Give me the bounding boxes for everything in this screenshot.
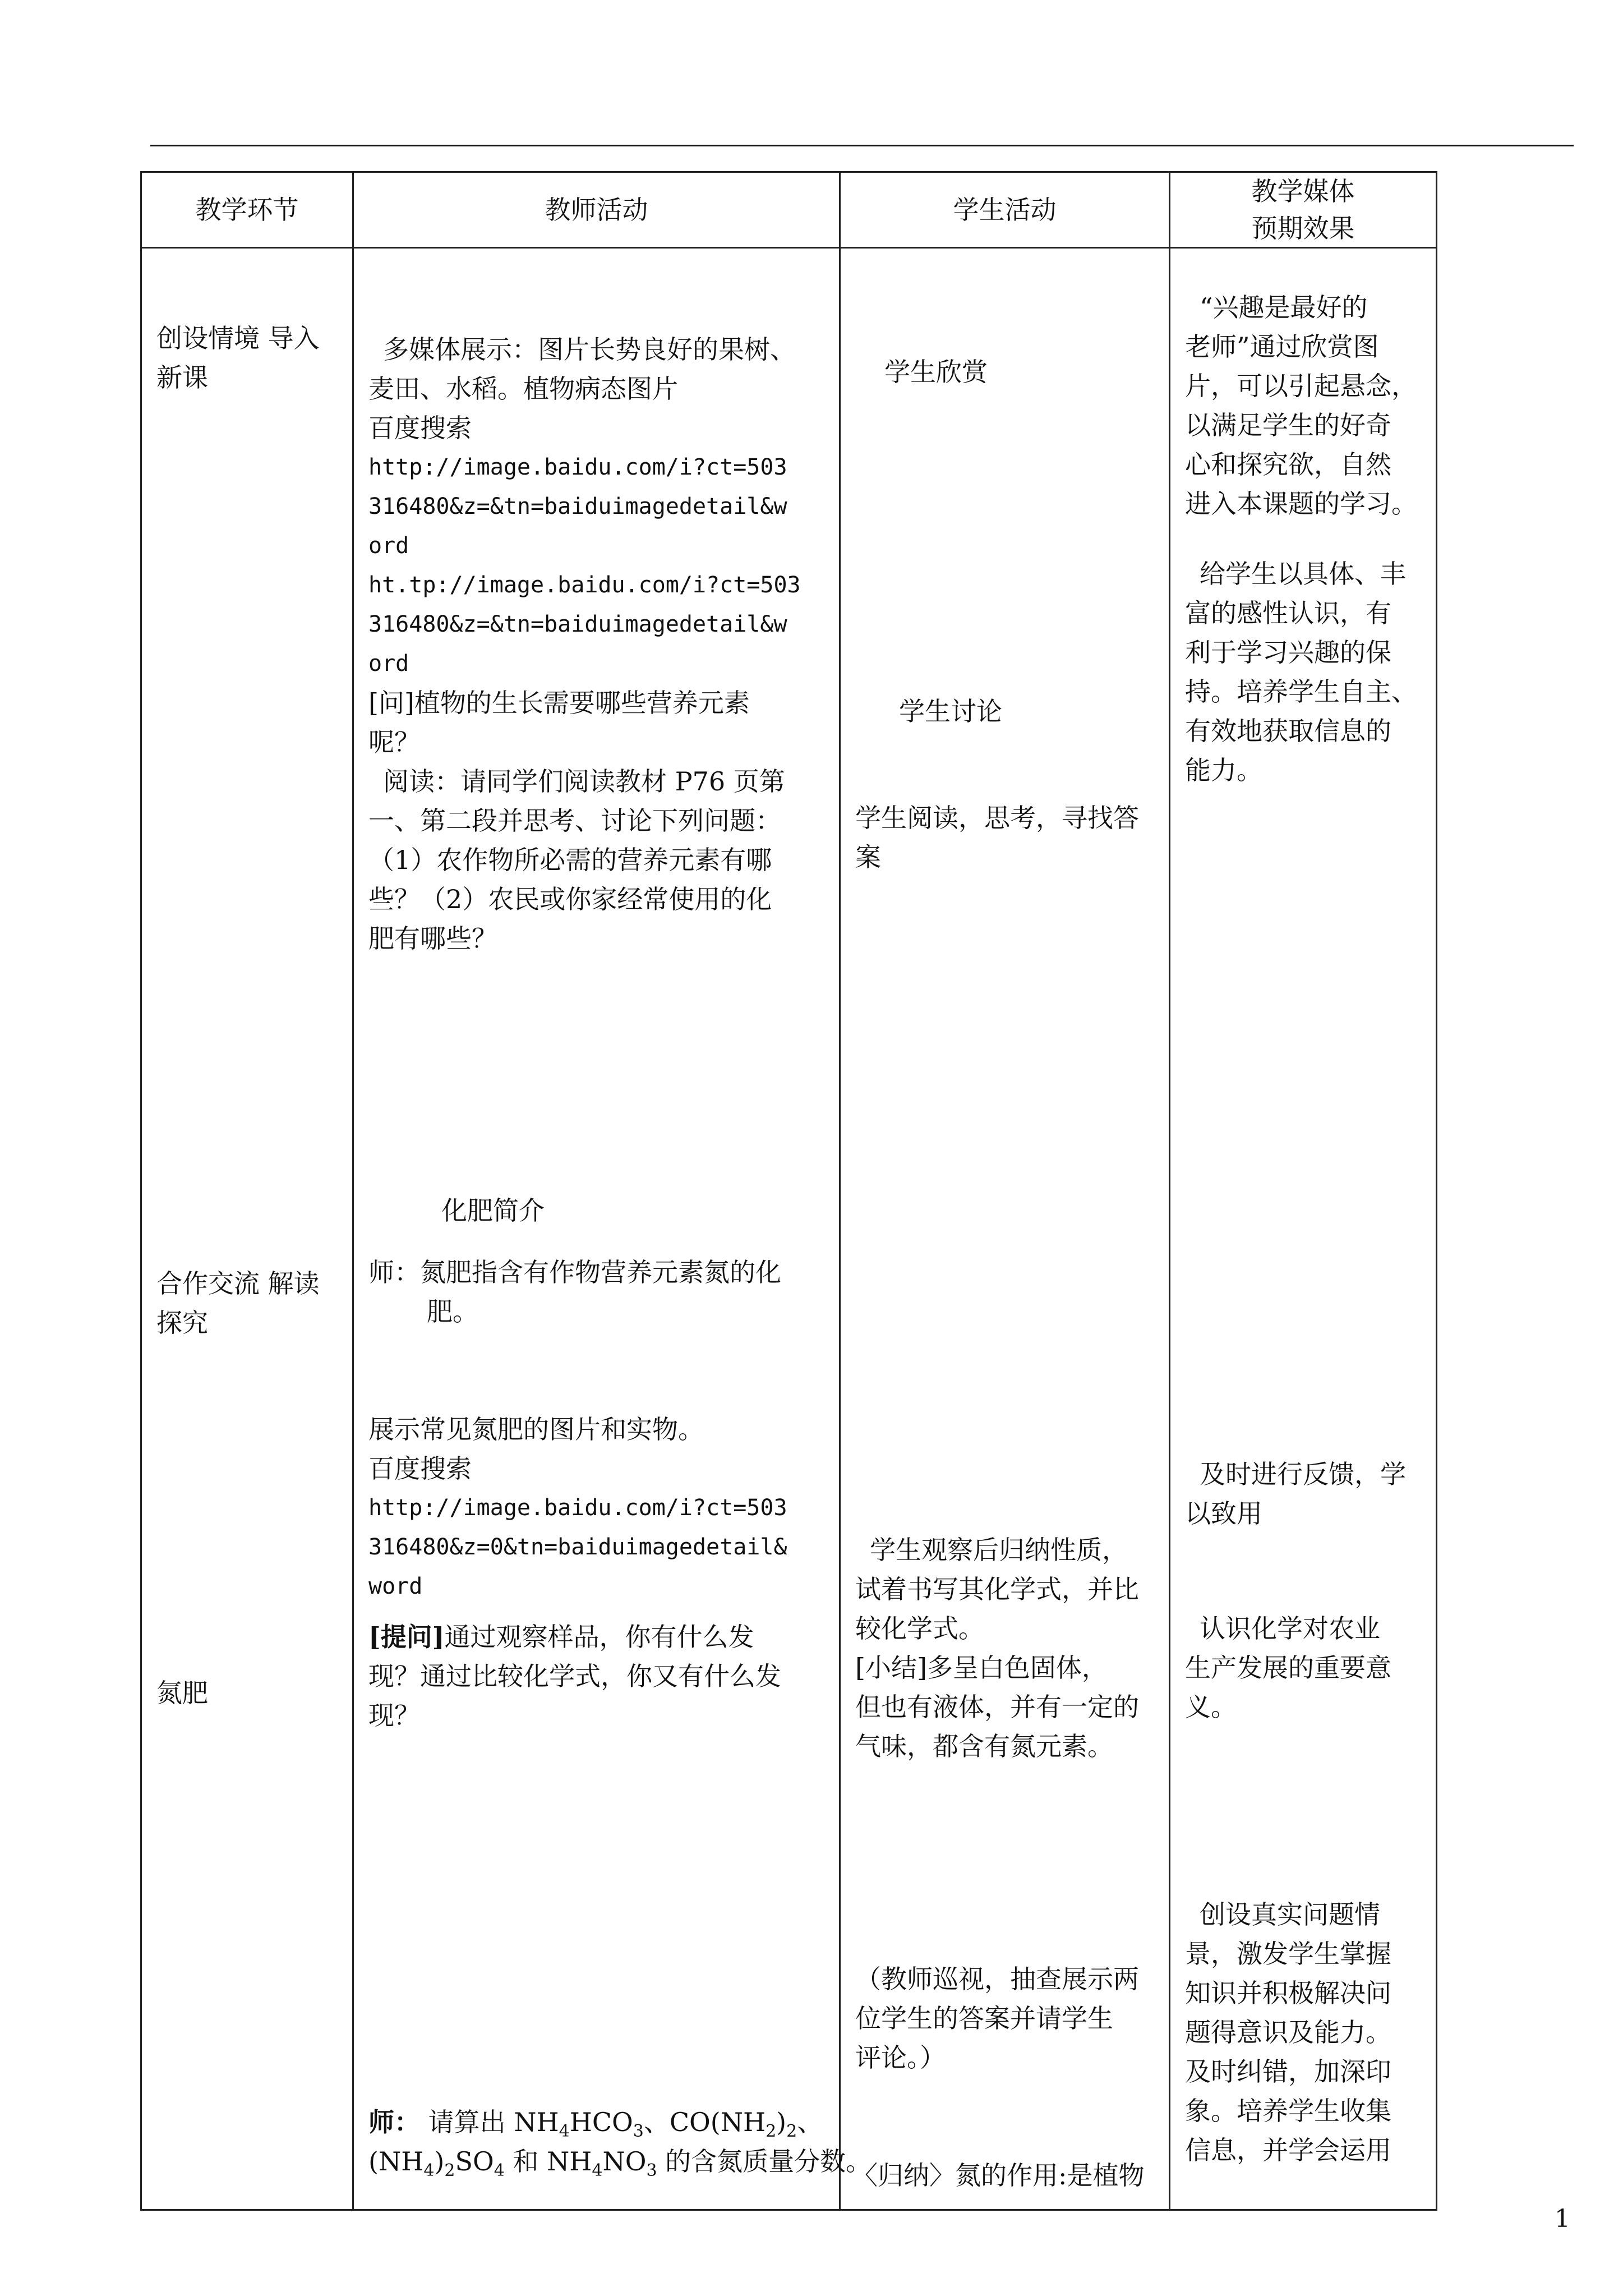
media-p2-line5: 有效地获取信息的 [1185,716,1391,746]
section-cell [141,248,353,2210]
media-p5-line3: 知识并积极解决问 [1185,1978,1391,2008]
teacher-read-line5: 肥有哪些？ [368,923,497,954]
student-summary-line2: 但也有液体，并有一定的 [855,1692,1139,1722]
student-observe-line2: 试着书写其化学式，并比 [855,1574,1139,1604]
teacher-search-label-1: 百度搜索 [368,413,472,443]
media-p4-line2: 生产发展的重要意 [1185,1653,1391,1683]
header-rule [150,145,1574,146]
table-body-row [141,248,1437,2210]
media-p3-line1: 及时进行反馈，学 [1200,1459,1406,1489]
teacher-intro-line2: 麦田、水稻。植物病态图片 [368,374,678,404]
teacher-intro-line1: 多媒体展示：图片长势良好的果树、 [383,334,796,365]
student-discuss: 学生讨论 [899,696,1002,726]
header-student-activity: 学生活动 [840,172,1170,248]
teacher-read-line4: 些？（2）农民或你家经常使用的化 [368,884,772,914]
student-read-line2: 案 [855,842,881,872]
student-summary-line1: [小结]多呈白色固体， [855,1653,1108,1683]
media-p5-line1: 创设真实问题情 [1200,1899,1380,1930]
student-read-line1: 学生阅读，思考，寻找答 [855,803,1139,833]
media-p1-line3: 片，可以引起悬念， [1185,371,1417,401]
media-p1-line5: 心和探究欲，自然 [1185,449,1391,480]
media-p2-line1: 给学生以具体、丰 [1200,559,1406,589]
media-p1-line2: 老师”通过欣赏图 [1185,332,1379,362]
section-nitrogen: 氮肥 [156,1678,208,1708]
teacher-url-2-line2: 316480&z=&tn=baiduimagedetail&w [368,611,787,637]
header-teacher-activity: 教师活动 [353,172,840,248]
section-intro-line2: 新课 [156,362,208,393]
media-p5-line7: 信息，并学会运用 [1185,2135,1391,2165]
student-patrol-line3: 评论。） [855,2042,946,2073]
teacher-calc-line2: $(NH_4)_2SO_4$ 和 $NH_4NO_3$ 的含氮质量分数。 [368,2146,872,2181]
student-observe-line3: 较化学式。 [855,1613,984,1644]
section-explore-line1: 合作交流 解读 [156,1268,320,1299]
media-p2-line6: 能力。 [1185,755,1262,785]
teacher-read-line2: 一、第二段并思考、讨论下列问题： [368,806,781,836]
teacher-search-label-2: 百度搜索 [368,1453,472,1484]
teacher-ask-line2: 现？通过比较化学式，你又有什么发 [368,1661,781,1691]
media-p2-line4: 持。培养学生自主、 [1185,677,1417,707]
media-p5-line6: 象。培养学生收集 [1185,2096,1391,2126]
teacher-url-1-line3: ord [368,533,409,559]
media-p5-line4: 题得意识及能力。 [1185,2017,1391,2047]
media-p5-line5: 及时纠错，加深印 [1185,2056,1391,2087]
teacher-activity-cell [353,248,872,2210]
student-summary-line3: 气味，都含有氮元素。 [855,1731,1113,1761]
teacher-url-3-line3: word [368,1573,423,1599]
teacher-url-2-line1: ht.tp://image.baidu.com/i?ct=503 [368,572,801,598]
media-p1-line4: 以满足学生的好奇 [1185,410,1391,440]
media-p2-line2: 富的感性认识，有 [1185,598,1391,628]
teacher-read-line3: （1）农作物所必需的营养元素有哪 [368,845,772,875]
teacher-read-line1: 阅读：请同学们阅读教材 P76 页第 [383,766,785,797]
teacher-fertilizer-title: 化肥简介 [441,1195,545,1226]
section-explore-line2: 探究 [156,1308,208,1338]
header-section: 教学环节 [141,172,353,248]
page-number: 1 [1555,2205,1570,2233]
lesson-plan-table [140,171,1437,2211]
teacher-nitrogen-line2: 肥。 [427,1296,478,1327]
teacher-show-line: 展示常见氮肥的图片和实物。 [368,1414,704,1444]
teacher-url-2-line3: ord [368,651,409,677]
student-patrol-line2: 位学生的答案并请学生 [855,2003,1113,2033]
student-observe-line1: 学生观察后归纳性质， [870,1535,1128,1565]
teacher-url-1-line2: 316480&z=&tn=baiduimagedetail&w [368,494,787,519]
header-media-effect: 教学媒体 预期效果 [1170,172,1437,248]
student-appreciate: 学生欣赏 [884,357,988,387]
teacher-nitrogen-line1: 师：氮肥指含有作物营养元素氮的化 [368,1257,781,1287]
media-p5-line2: 景，激发学生掌握 [1185,1939,1391,1969]
teacher-ask-line1: [提问]通过观察样品，你有什么发 [368,1622,754,1652]
ask-tag: [提问] [368,1622,445,1652]
table-header-row [141,172,1437,248]
student-patrol-line1: （教师巡视，抽查展示两 [855,1964,1139,1994]
media-p1-line1: “兴趣是最好的 [1200,292,1368,323]
teacher-url-3-line2: 316480&z=0&tn=baiduimagedetail& [368,1534,787,1560]
media-effect-cell [1170,248,1437,2210]
media-p2-line3: 利于学习兴趣的保 [1185,637,1391,668]
teacher-calc-line1: 师： 请算出 $NH_4HCO_3$、$CO(NH_2)_2$、 [368,2107,823,2142]
teacher-url-3-line1: http://image.baidu.com/i?ct=503 [368,1495,787,1521]
media-p4-line3: 义。 [1185,1692,1237,1722]
section-intro-line1: 创设情境 导入 [156,323,320,353]
teacher-question-line1: [问]植物的生长需要哪些营养元素 [368,688,750,718]
media-p3-line2: 以致用 [1185,1498,1262,1529]
media-p4-line1: 认识化学对农业 [1200,1613,1380,1644]
student-activity-cell [840,248,1170,2210]
teacher-ask-line3: 现？ [368,1700,420,1731]
media-p1-line6: 进入本课题的学习。 [1185,489,1417,519]
teacher-url-1-line1: http://image.baidu.com/i?ct=503 [368,454,787,480]
teacher-question-line2: 呢？ [368,727,420,757]
student-conclude-line: 〈归纳〉氮的作用:是植物 [852,2160,1145,2191]
